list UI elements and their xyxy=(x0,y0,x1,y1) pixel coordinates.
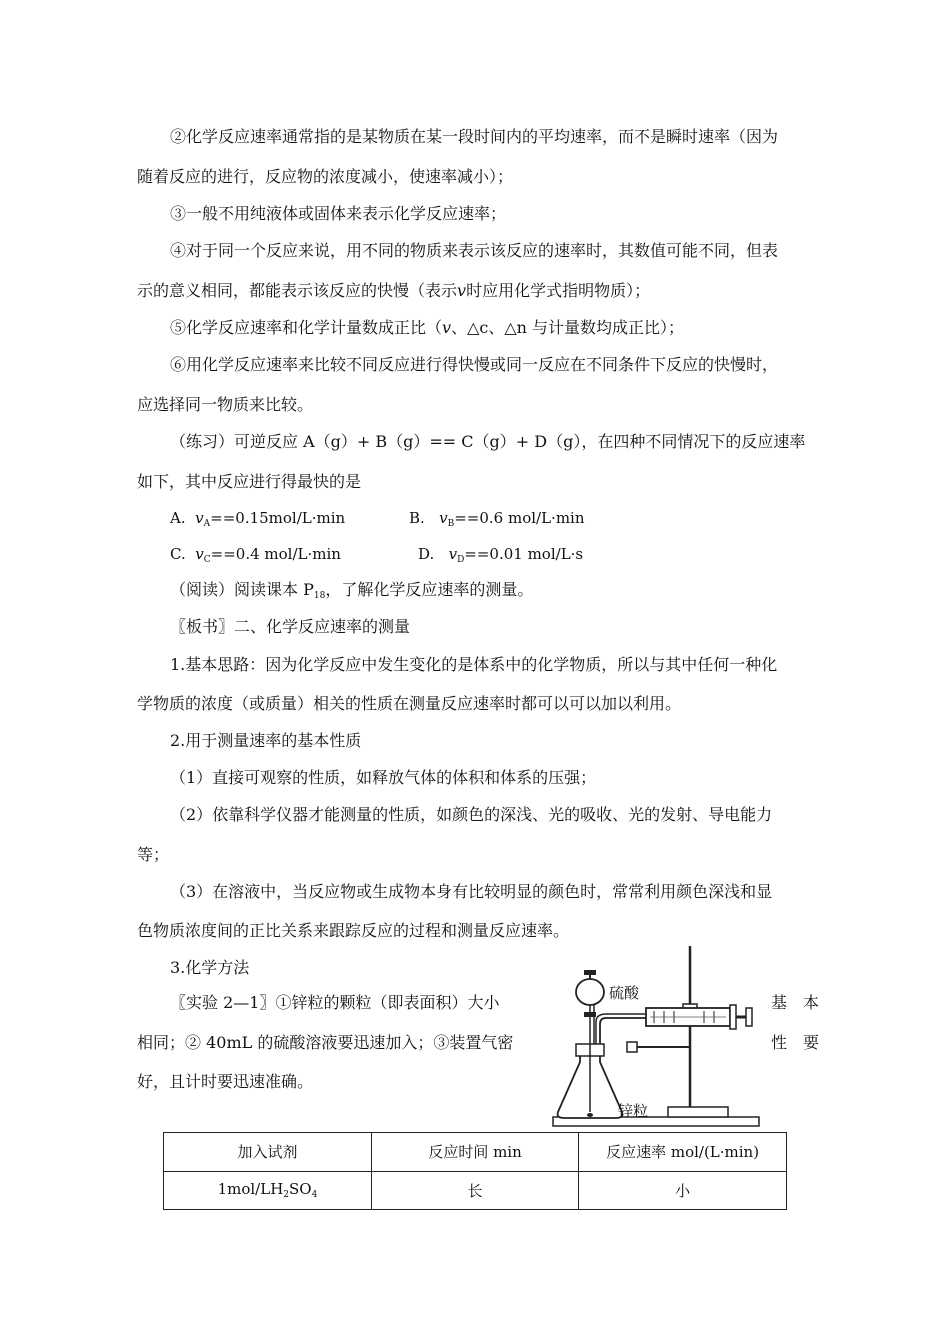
para-line: （2）依靠科学仪器才能测量的性质，如颜色的深浅、光的吸收、光的发射、导电能力 xyxy=(170,805,773,824)
reading-line: （阅读）阅读课本 $P_{18}$，了解化学反应速率的测量。 xyxy=(170,580,534,601)
label-zinc: 锌粒 xyxy=(618,1102,649,1120)
label-acid: 硫酸 xyxy=(609,984,640,1002)
para-line: 等； xyxy=(137,845,170,864)
apparatus-figure xyxy=(550,944,765,1130)
table-header: 加入试剂 xyxy=(164,1133,372,1172)
table-header-row xyxy=(164,1133,787,1172)
para-line: ⑤化学反应速率和化学计量数成正比（v、△c、△n 与计量数均成正比）； xyxy=(170,318,685,337)
section-heading: 〖板书〗二、化学反应速率的测量 xyxy=(170,617,411,636)
table-header: 反应时间 min xyxy=(371,1133,578,1172)
stand-foot xyxy=(668,1107,728,1117)
option-b: B. $v_B==0.6$ mol/L·min xyxy=(409,509,585,529)
para-line: 学物质的浓度（或质量）相关的性质在测量反应速率时都可以可以加以利用。 xyxy=(137,694,682,713)
para-line: （1）直接可观察的性质，如释放气体的体积和体系的压强； xyxy=(170,768,597,787)
plunger xyxy=(746,1008,752,1026)
side-text: 性 要 xyxy=(771,1033,820,1052)
experiment-line: 〖实验 2—1〗①锌粒的颗粒（即表面积）大小 xyxy=(170,993,500,1012)
exercise-line: （练习）可逆反应 A（g）+ B（g）== C（g）+ D（g），在四种不同情况下的反应速率 xyxy=(170,432,806,451)
para-line: ④对于同一个反应来说，用不同的物质来表示该反应的速率时，其数值可能不同，但表 xyxy=(170,241,779,260)
stopcock xyxy=(584,1012,596,1017)
table-row xyxy=(164,1171,787,1210)
para-line: ③一般不用纯液体或固体来表示化学反应速率； xyxy=(170,204,507,223)
experiment-line: 相同；② 40mL 的硫酸溶液要迅速加入；③装置气密 xyxy=(137,1033,514,1052)
side-text: 基 本 xyxy=(771,993,820,1012)
sub-heading: 3.化学方法 xyxy=(170,958,250,977)
experiment-line: 好，且计时要迅速准确。 xyxy=(137,1072,314,1091)
para-line: 色物质浓度间的正比关系来跟踪反应的过程和测量反应速率。 xyxy=(137,921,570,940)
para-line: 应选择同一物质来比较。 xyxy=(137,395,314,414)
exercise-line: 如下，其中反应进行得最快的是 xyxy=(137,472,362,491)
table-cell: 小 xyxy=(579,1171,787,1210)
separatory-funnel xyxy=(576,979,604,1005)
para-line: ②化学反应速率通常指的是某物质在某一段时间内的平均速率，而不是瞬时速率（因为 xyxy=(170,127,779,146)
option-c: C. $v_C==0.4$ mol/L·min xyxy=(170,545,341,565)
option-a: A. $v_A==0.15mol/L\cdot\min$ xyxy=(170,509,346,529)
option-d: D. $v_D==0.01$ mol/L·s xyxy=(418,545,584,565)
para-line: （3）在溶液中，当反应物或生成物本身有比较明显的颜色时，常常利用颜色深浅和显 xyxy=(170,882,773,901)
para-line: 1.基本思路：因为化学反应中发生变化的是体系中的化学物质，所以与其中任何一种化 xyxy=(170,655,778,674)
para-line: 随着反应的进行，反应物的浓度减小，使速率减小）； xyxy=(137,167,514,186)
table-cell: 长 xyxy=(371,1171,578,1210)
sub-heading: 2.用于测量速率的基本性质 xyxy=(170,731,362,750)
table-cell: $1mol/LH_2SO_4$ xyxy=(164,1171,372,1210)
delivery-tube xyxy=(600,1018,646,1044)
table-header: 反应速率 mol/(L·min) xyxy=(579,1133,787,1172)
para-line: 示的意义相同，都能表示该反应的快慢（表示v时应用化学式指明物质）； xyxy=(137,281,651,300)
results-table xyxy=(163,1132,787,1210)
flask-clamp xyxy=(627,1042,637,1052)
para-line: ⑥用化学反应速率来比较不同反应进行得快慢或同一反应在不同条件下反应的快慢时， xyxy=(170,355,779,374)
